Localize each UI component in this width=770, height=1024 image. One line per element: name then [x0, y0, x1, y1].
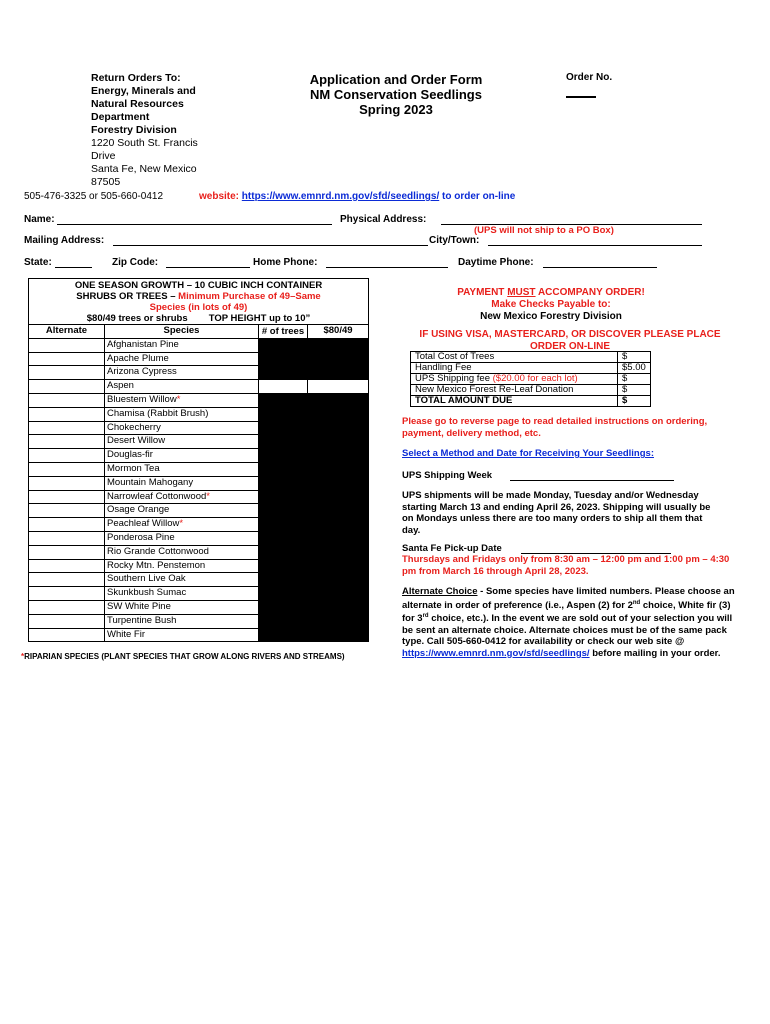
num-trees-cell[interactable] [259, 380, 308, 394]
cost-label: Handling Fee [411, 363, 618, 374]
alternate-cell[interactable] [29, 545, 105, 559]
alternate-cell[interactable] [29, 435, 105, 449]
price-cell [308, 600, 369, 614]
cost-row [411, 352, 651, 363]
table-heading-row [29, 279, 369, 325]
table-row [29, 587, 369, 601]
price-cell [308, 393, 369, 407]
select-method-heading: Select a Method and Date for Receiving Your Seedlings: [402, 448, 654, 459]
payment-must-line: PAYMENT MUST ACCOMPANY ORDER! [457, 287, 645, 298]
alternate-cell[interactable] [29, 338, 105, 352]
cost-value[interactable]: $5.00 [618, 363, 651, 374]
price-cell [308, 545, 369, 559]
riparian-footnote [21, 651, 351, 662]
species-name: Peachleaf Willow* [105, 518, 259, 532]
website-suffix: to order on-line [439, 191, 516, 202]
price-cell [308, 449, 369, 463]
payment-block [400, 287, 702, 323]
riparian-mark: * [179, 518, 184, 530]
species-order-table [28, 278, 369, 642]
table-row [29, 504, 369, 518]
species-name: Arizona Cypress [105, 366, 259, 380]
num-trees-cell[interactable] [259, 462, 308, 476]
table-row [29, 380, 369, 394]
alternate-choice-block [402, 586, 742, 659]
species-name: Aspen [105, 380, 259, 394]
species-rows [29, 338, 369, 642]
cost-value[interactable]: $ [618, 385, 651, 396]
price-cell [308, 407, 369, 421]
heading-text-red: Minimum Purchase of 49–Same [178, 291, 321, 302]
return-orders-block [91, 72, 231, 189]
species-table-heading [29, 279, 369, 325]
heading-line [31, 291, 366, 302]
heading-line: ONE SEASON GROWTH – 10 CUBIC INCH CONTAINER [74, 280, 323, 291]
num-trees-cell[interactable] [259, 352, 308, 366]
mailing-address-field[interactable] [113, 245, 428, 246]
checks-payable-line: Make Checks Payable to: [491, 299, 611, 310]
num-trees-cell[interactable] [259, 366, 308, 380]
species-name: Turpentine Bush [105, 614, 259, 628]
cost-label: UPS Shipping fee ($20.00 for each lot) [411, 374, 618, 385]
species-name: Bluestem Willow* [105, 393, 259, 407]
cost-value[interactable]: $ [618, 396, 651, 407]
table-row [29, 545, 369, 559]
ups-shipment-details: UPS shipments will be made Monday, Tuesday and/or Wednesday starting March 13 and ending April 26, 2023. Shipping will usually be on Mondays unless there are too many orders to ship all them that day. [402, 490, 711, 536]
alternate-cell[interactable] [29, 352, 105, 366]
pickup-times: Thursdays and Fridays only from 8:30 am – 12:00 pm and 1:00 pm – 4:30 pm from March 16 through April 28, 2023. [402, 554, 730, 577]
num-trees-cell[interactable] [259, 435, 308, 449]
ups-po-box-note: (UPS will not ship to a PO Box) [474, 225, 614, 236]
price-cell [308, 504, 369, 518]
species-name: SW White Pine [105, 600, 259, 614]
heading-line: $80/49 trees or shrubs TOP HEIGHT up to 10” [86, 313, 311, 324]
table-row [29, 573, 369, 587]
daytime-phone-label: Daytime Phone: [458, 257, 534, 268]
alternate-cell[interactable] [29, 449, 105, 463]
alternate-cell[interactable] [29, 490, 105, 504]
num-trees-cell[interactable] [259, 504, 308, 518]
name-label: Name: [24, 214, 55, 225]
species-name: Narrowleaf Cottonwood* [105, 490, 259, 504]
alternate-cell[interactable] [29, 518, 105, 532]
alternate-text: before mailing in your order. [589, 647, 721, 659]
daytime-phone-field[interactable] [543, 267, 657, 268]
city-town-label: City/Town: [429, 235, 480, 246]
reverse-page-instructions: Please go to reverse page to read detailed instructions on ordering, payment, delivery method, etc. [402, 416, 708, 439]
species-name: Mountain Mahogany [105, 476, 259, 490]
website-label: website: [199, 191, 240, 202]
alternate-cell[interactable] [29, 587, 105, 601]
num-trees-cell[interactable] [259, 518, 308, 532]
alternate-text: choice, etc.). In the event we are sold out of your selection you will be sent an alternate choice. Alternate choices must be of the same pack type. Call 505-660-0412 for availability or check our web site @ [402, 613, 733, 648]
home-phone-label: Home Phone: [253, 257, 318, 268]
address-line: Drive [91, 150, 116, 162]
cost-label: New Mexico Forest Re-Leaf Donation [411, 385, 618, 396]
alternate-cell[interactable] [29, 531, 105, 545]
alternate-cell[interactable] [29, 559, 105, 573]
org-line: Energy, Minerals and [91, 85, 196, 97]
cost-row [411, 374, 651, 385]
mailing-address-label: Mailing Address: [24, 235, 105, 246]
cost-value[interactable]: $ [618, 352, 651, 363]
cost-value[interactable]: $ [618, 374, 651, 385]
table-row [29, 352, 369, 366]
pickup-date-label: Santa Fe Pick-up Date [402, 543, 502, 554]
num-trees-cell[interactable] [259, 490, 308, 504]
city-town-field[interactable] [488, 245, 702, 246]
col-alternate: Alternate [29, 325, 105, 339]
cost-table [410, 351, 651, 407]
alternate-cell[interactable] [29, 573, 105, 587]
title-line: NM Conservation Seedlings [310, 87, 482, 102]
num-trees-cell[interactable] [259, 573, 308, 587]
species-name: Apache Plume [105, 352, 259, 366]
alternate-text: choice, White fir (3) for 3 [402, 599, 731, 625]
order-number-label: Order No. [566, 72, 613, 83]
species-name: Mormon Tea [105, 462, 259, 476]
num-trees-cell[interactable] [259, 393, 308, 407]
price-cell [308, 614, 369, 628]
alternate-cell[interactable] [29, 393, 105, 407]
state-field[interactable] [55, 267, 92, 268]
col-price: $80/49 [308, 325, 369, 339]
price-cell [308, 559, 369, 573]
heading-text: SHRUBS OR TREES – [76, 291, 179, 302]
seedlings-link[interactable]: https://www.emnrd.nm.gov/sfd/seedlings/ [402, 647, 590, 659]
table-row [29, 600, 369, 614]
table-row [29, 435, 369, 449]
species-name: Desert Willow [105, 435, 259, 449]
superscript: nd [632, 599, 641, 606]
species-name: Southern Live Oak [105, 573, 259, 587]
table-row [29, 366, 369, 380]
alternate-cell[interactable] [29, 407, 105, 421]
alternate-cell[interactable] [29, 380, 105, 394]
website-line [199, 191, 515, 202]
num-trees-cell[interactable] [259, 421, 308, 435]
num-trees-cell[interactable] [259, 449, 308, 463]
price-cell [308, 435, 369, 449]
price-cell [308, 380, 369, 394]
species-name: Chamisa (Rabbit Brush) [105, 407, 259, 421]
alternate-cell[interactable] [29, 421, 105, 435]
title-line: Spring 2023 [359, 102, 433, 117]
num-trees-cell[interactable] [259, 531, 308, 545]
species-name: Chokecherry [105, 421, 259, 435]
alternate-cell[interactable] [29, 476, 105, 490]
price-cell [308, 531, 369, 545]
name-field[interactable] [57, 224, 332, 225]
riparian-mark: * [176, 393, 181, 405]
ups-week-label: UPS Shipping Week [402, 470, 493, 481]
price-cell [308, 628, 369, 642]
table-row [29, 449, 369, 463]
num-trees-cell[interactable] [259, 600, 308, 614]
address-line: 87505 [91, 176, 121, 188]
price-cell [308, 587, 369, 601]
alternate-text: - Some species have limited numbers. Please choose an alternate in order of preference (i.e., Aspen (2) for 2 [402, 586, 735, 611]
col-species: Species [105, 325, 259, 339]
cost-row [411, 363, 651, 374]
riparian-mark: * [206, 490, 210, 502]
table-row [29, 407, 369, 421]
species-name: Douglas-fir [105, 449, 259, 463]
org-line: Natural Resources [91, 98, 184, 110]
table-row [29, 628, 369, 642]
physical-address-label: Physical Address: [340, 214, 427, 225]
price-cell [308, 518, 369, 532]
zip-field[interactable] [166, 267, 250, 268]
price-cell [308, 338, 369, 352]
species-name: Ponderosa Pine [105, 531, 259, 545]
species-name: White Fir [105, 628, 259, 642]
table-row [29, 338, 369, 352]
alternate-cell[interactable] [29, 614, 105, 628]
species-name: Rio Grande Cottonwood [105, 545, 259, 559]
zip-label: Zip Code: [112, 257, 159, 268]
return-orders-heading: Return Orders To: [91, 72, 181, 84]
table-row [29, 393, 369, 407]
table-row [29, 614, 369, 628]
species-name: Skunkbush Sumac [105, 587, 259, 601]
heading-line: Species (in lots of 49) [149, 302, 248, 313]
cost-rows [411, 352, 651, 407]
alternate-cell[interactable] [29, 600, 105, 614]
price-cell [308, 352, 369, 366]
home-phone-field[interactable] [326, 267, 448, 268]
cost-label: Total Cost of Trees [411, 352, 618, 363]
table-row [29, 518, 369, 532]
alternate-cell[interactable] [29, 628, 105, 642]
table-row [29, 490, 369, 504]
org-line: Forestry Division [91, 124, 177, 136]
cost-row [411, 396, 651, 407]
num-trees-cell[interactable] [259, 587, 308, 601]
state-label: State: [24, 257, 52, 268]
visa-notice: IF USING VISA, MASTERCARD, OR DISCOVER PLEASE PLACE ORDER ON-LINE [419, 329, 721, 352]
cost-label: TOTAL AMOUNT DUE [411, 396, 618, 407]
table-row [29, 559, 369, 573]
price-cell [308, 366, 369, 380]
org-line: Department [91, 111, 150, 123]
superscript: rd [422, 613, 429, 620]
price-cell [308, 573, 369, 587]
price-cell [308, 490, 369, 504]
table-row [29, 462, 369, 476]
price-cell [308, 421, 369, 435]
num-trees-cell[interactable] [259, 476, 308, 490]
price-cell [308, 462, 369, 476]
footnote-star: * [21, 652, 25, 661]
species-name: Rocky Mtn. Penstemon [105, 559, 259, 573]
alternate-cell[interactable] [29, 366, 105, 380]
num-trees-cell[interactable] [259, 545, 308, 559]
column-header-row [29, 325, 369, 339]
order-number-field[interactable] [566, 96, 596, 98]
species-name: Osage Orange [105, 504, 259, 518]
alternate-cell[interactable] [29, 462, 105, 476]
num-trees-cell[interactable] [259, 614, 308, 628]
col-num-trees: # of trees [259, 325, 308, 339]
table-row [29, 531, 369, 545]
alternate-cell[interactable] [29, 504, 105, 518]
address-line: Santa Fe, New Mexico [91, 163, 197, 175]
address-line: 1220 South St. Francis [91, 137, 198, 149]
title-line: Application and Order Form [309, 72, 483, 87]
num-trees-cell[interactable] [259, 628, 308, 642]
payee-line: New Mexico Forestry Division [480, 311, 622, 322]
cost-row [411, 385, 651, 396]
ups-week-field[interactable] [510, 480, 674, 481]
form-title [278, 72, 514, 117]
num-trees-cell[interactable] [259, 559, 308, 573]
table-row [29, 476, 369, 490]
price-cell [308, 476, 369, 490]
table-row [29, 421, 369, 435]
alternate-choice-title: Alternate Choice [402, 586, 478, 597]
num-trees-cell[interactable] [259, 338, 308, 352]
species-name: Afghanistan Pine [105, 338, 259, 352]
num-trees-cell[interactable] [259, 407, 308, 421]
phone-numbers: 505-476-3325 or 505-660-0412 [24, 191, 163, 202]
website-link[interactable]: https://www.emnrd.nm.gov/sfd/seedlings/ [241, 191, 440, 202]
footnote-text: RIPARIAN SPECIES (PLANT SPECIES THAT GROW ALONG RIVERS AND STREAMS) [24, 652, 345, 661]
